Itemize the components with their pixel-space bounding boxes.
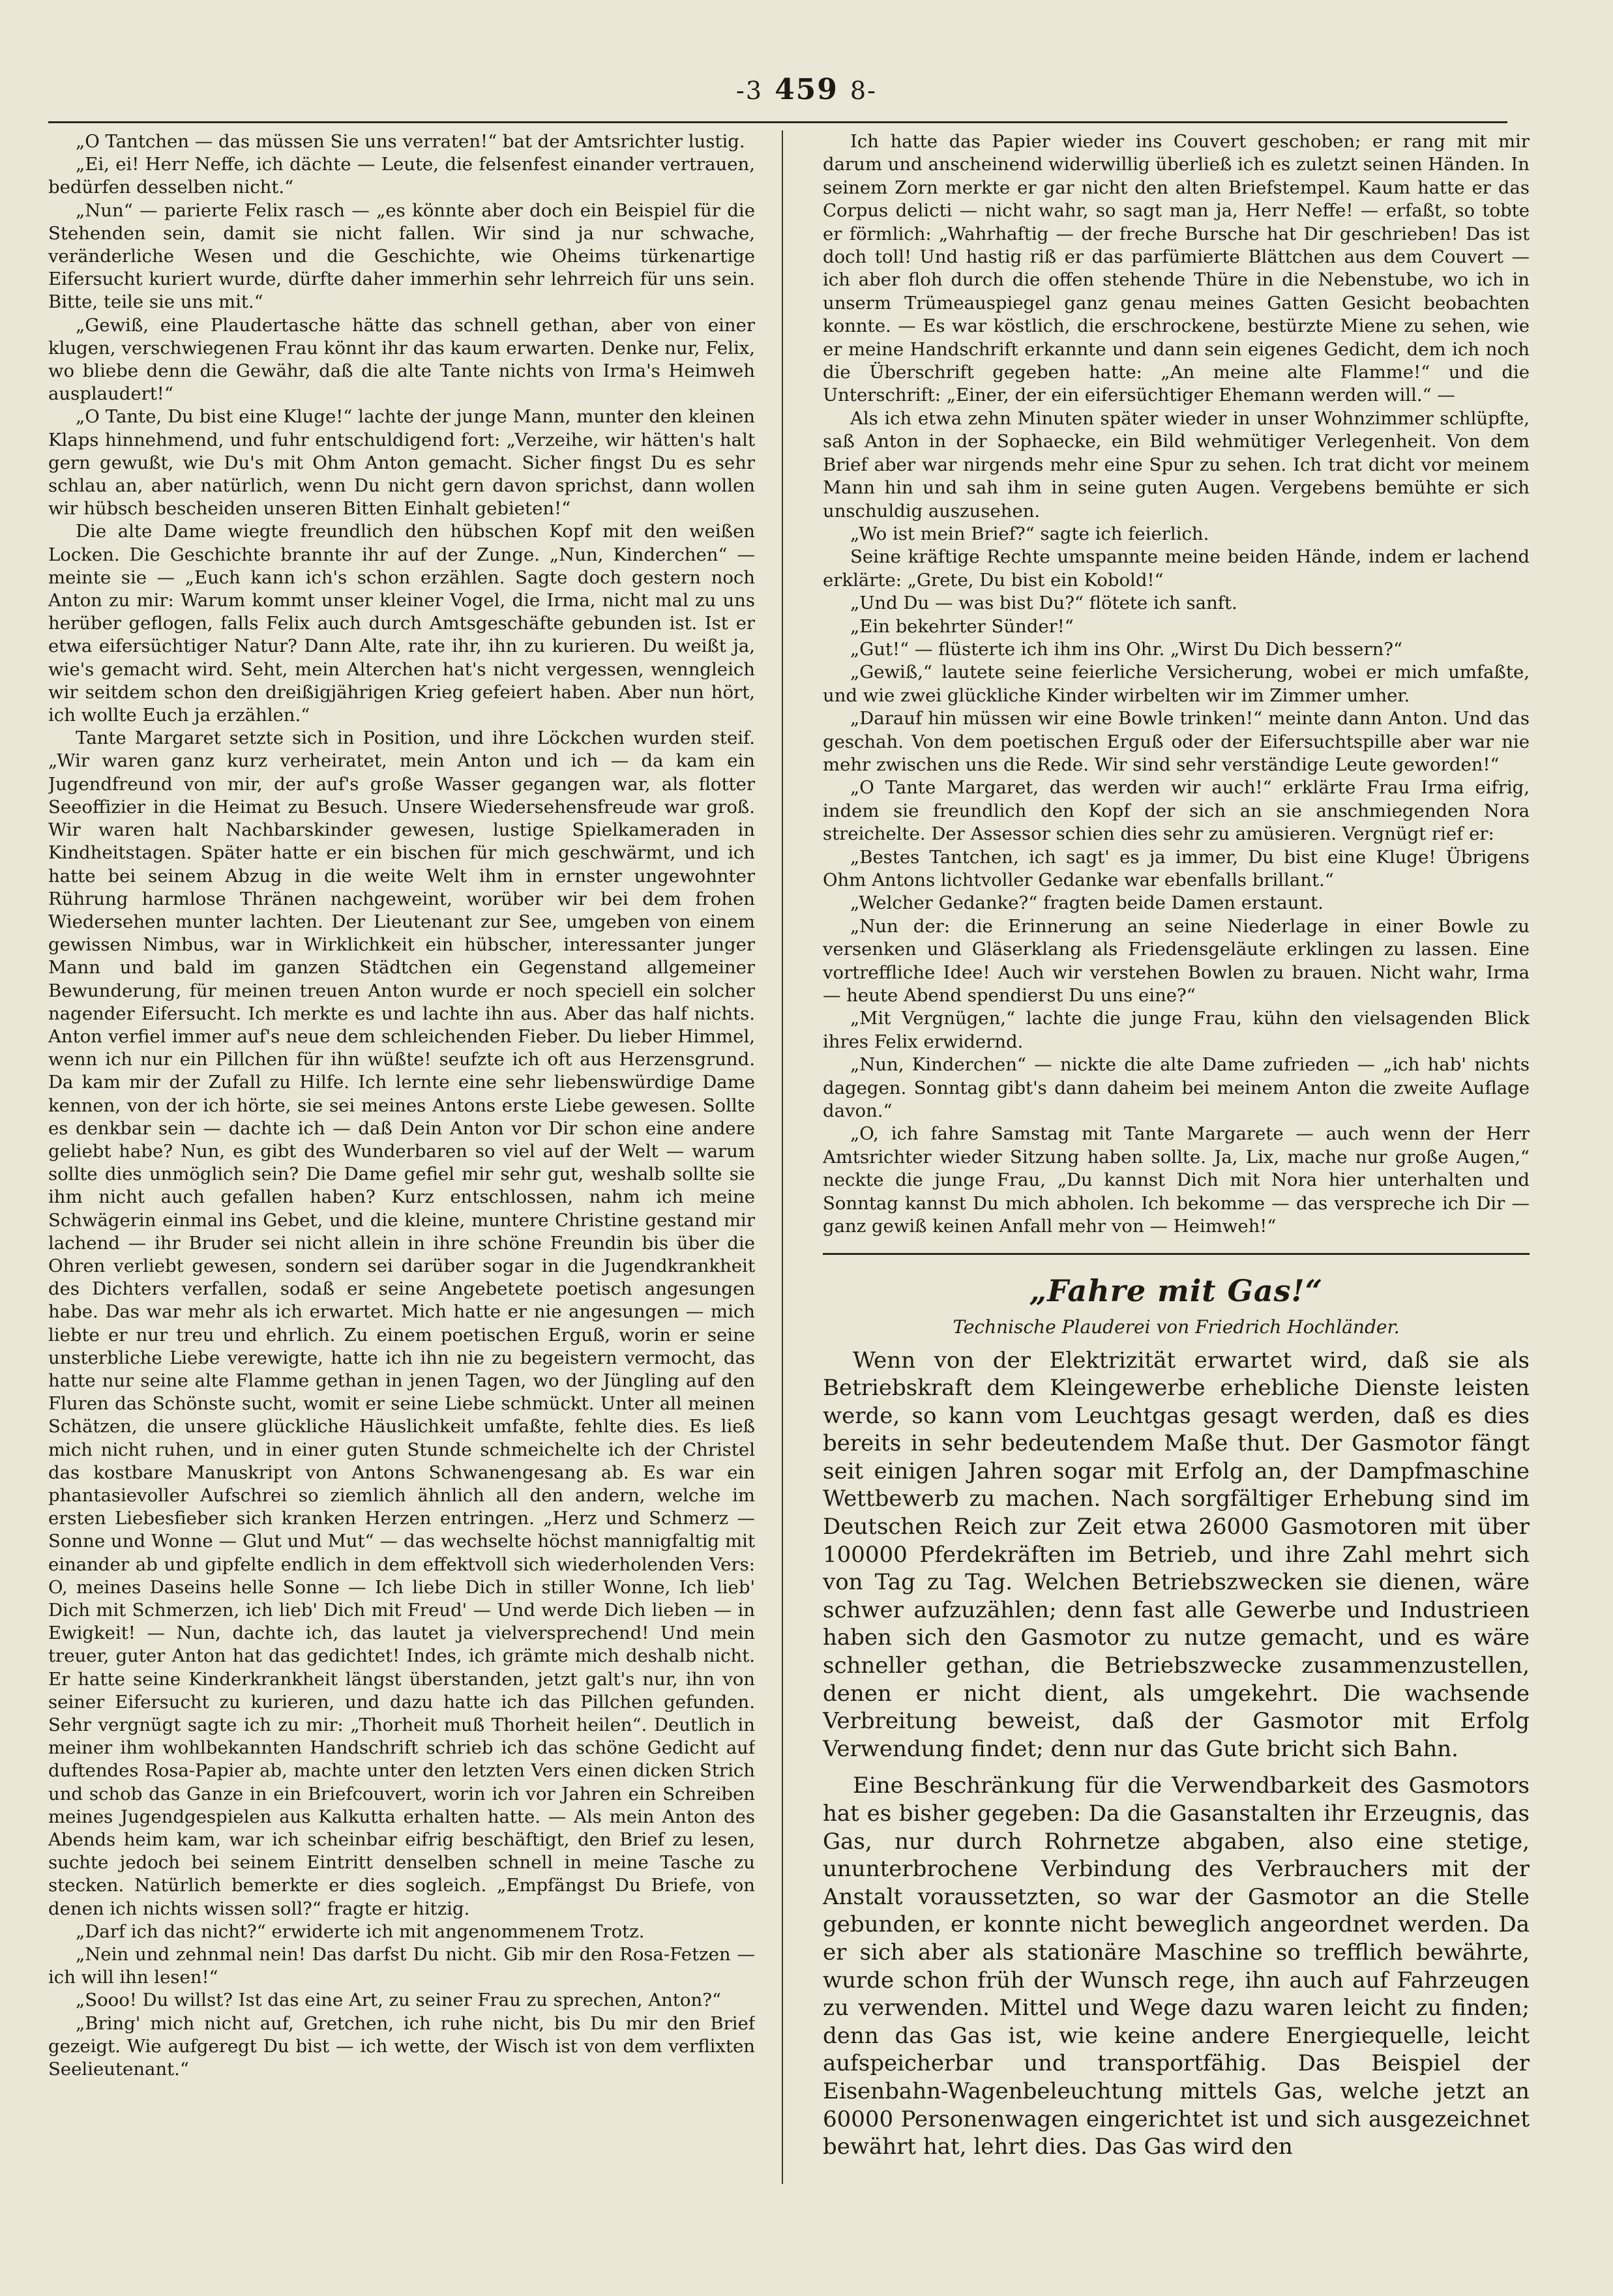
paragraph: „O Tantchen — das müssen Sie uns verraten!“ bat der Amtsrichter lustig. bbox=[76, 131, 745, 152]
paragraph: „Gewiß,“ lautete seine feierliche Versicherung, wobei er mich umfaßte, und wie zwei glückliche Kinder wirbelten wir im Zimmer umher. bbox=[823, 662, 1530, 706]
paragraph: „Welcher Gedanke?“ fragten beide Damen erstaunt. bbox=[850, 892, 1324, 914]
right-column bbox=[823, 130, 1530, 2203]
paragraph: „Mit Vergnügen,“ lachte die junge Frau, kühn den vielsagenden Blick ihres Felix erwidernd. bbox=[823, 1008, 1530, 1052]
paragraph: „Sooo! Du willst? Ist das eine Art, zu seiner Frau zu sprechen, Anton?“ bbox=[76, 1990, 721, 2011]
section-divider bbox=[823, 1253, 1530, 1255]
page-number bbox=[0, 73, 1613, 106]
paragraph: „Ei, ei! Herr Neffe, ich dächte — Leute, die felsenfest einander vertrauen, bedürfen desselben nicht.“ bbox=[48, 154, 755, 198]
column-separator bbox=[782, 130, 783, 2184]
paragraph: „Und Du — was bist Du?“ flötete ich sanft. bbox=[850, 593, 1237, 614]
paragraph: „Nein und zehnmal nein! Das darfst Du nicht. Gib mir den Rosa-Fetzen — ich will ihn lesen!“ bbox=[48, 1944, 755, 1988]
story-continuation bbox=[823, 130, 1530, 1239]
paragraph: „Nun, Kinderchen“ — nickte die alte Dame zufrieden — „ich hab' nichts dagegen. Sonntag gibt's dann daheim bei meinem Anton die zweite Auflage davon.“ bbox=[823, 1054, 1530, 1122]
paragraph: „Gewiß, eine Plaudertasche hätte das schnell gethan, aber von einer klugen, verschwiegenen Frau könnt ihr das kaum erwarten. Denke nur, Felix, wo bliebe denn die Gewähr, daß die alte Tante nichts von Irma's Heimweh ausplaudert!“ bbox=[48, 314, 755, 405]
paragraph: „Nun der: die Erinnerung an seine Niederlage in einer Bowle zu versenken und Gläserklang als Friedensgeläute erklingen zu lassen. Eine vortreffliche Idee! Auch wir verstehen Bowlen zu brauen. Nicht wahr, Irma — heute Abend spendierst Du uns eine?“ bbox=[823, 915, 1530, 1007]
paragraph: Als ich etwa zehn Minuten später wieder in unser Wohnzimmer schlüpfte, saß Anton in der Sophaecke, ein Bild wehmütiger Verlegenheit. Von dem Brief aber war nirgends mehr eine Spur zu sehen. Ich trat dicht vor meinem Mann hin und sah ihm in seine guten Augen. Vergebens bemühte er sich unschuldig auszusehen. bbox=[823, 407, 1530, 522]
article-paragraph: Wenn von der Elektrizität erwartet wird, daß sie als Betriebskraft dem Kleingewerbe erhebliche Dienste leisten werde, so kann vom Leuchtgas gesagt werden, daß es dies bereits in sehr bedeutendem Maße thut. Der Gasmotor fängt seit einigen Jahren sogar mit Erfolg an, der Dampfmaschine Wettbewerb zu machen. Nach sorgfältiger Erhebung sind im Deutschen Reich zur Zeit etwa 26000 Gasmotoren mit über 100000 Pferdekräften im Betrieb, und ihre Zahl mehrt sich von Tag zu Tag. Welchen Betriebszwecken sie dienen, wäre schwer aufzuzählen; denn fast alle Gewerbe und Industrieen haben sich den Gasmotor zu nutze gemacht, und es wäre schneller gethan, die Betriebszwecke zusammenzustellen, denen er nicht dient, als umgekehrt. Die wachsende Verbreitung beweist, daß der Gasmotor mit Erfolg Verwendung findet; denn nur das Gute bricht sich Bahn. bbox=[823, 1347, 1530, 1762]
paragraph: „O Tante Margaret, das werden wir auch!“ erklärte Frau Irma eifrig, indem sie freundlich den Kopf der sich an sie anschmiegenden Nora streichelte. Der Assessor schien dies sehr zu amüsieren. Vergnügt rief er: bbox=[823, 777, 1530, 845]
article bbox=[823, 1273, 1530, 2161]
paragraph: „O, ich fahre Samstag mit Tante Margarete — auch wenn der Herr Amtsrichter wieder Sitzung haben sollte. Ja, Lix, mache nur große Augen,“ neckte die junge Frau, „Du kannst Dich mit Nora hier unterhalten und Sonntag kannst Du mich abholen. Ich bekomme — das verspreche ich Dir — ganz gewiß keinen Anfall mehr von — Heimweh!“ bbox=[823, 1123, 1530, 1237]
paragraph: „Wo ist mein Brief?“ sagte ich feierlich. bbox=[850, 523, 1209, 544]
paragraph: „O Tante, Du bist eine Kluge!“ lachte der junge Mann, munter den kleinen Klaps hinnehmend, und fuhr entschuldigend fort: „Verzeihe, wir hätten's halt gern gewußt, wie Du's mit Ohm Anton gemacht. Sicher fingst Du es sehr schlau an, aber natürlich, wenn Du nicht gern davon sprichst, dann wollen wir hübsch bescheiden unseren Bitten Einhalt gebieten!“ bbox=[48, 406, 755, 520]
paragraph: Tante Margaret setzte sich in Position, und ihre Löckchen wurden steif. „Wir waren ganz kurz verheiratet, mein Anton und ich — da kam ein Jugendfreund von mir, der auf's große Wasser gegangen war, als flotter Seeoffizier in die Heimat zu Besuch. Unsere Wiedersehensfreude war groß. Wir waren halt Nachbarskinder gewesen, lustige Spielkameraden in Kindheitstagen. Später hatte er ein bischen für mich geschwärmt, und ich hatte bei seinem Abzug in die weite Welt ihm in ernster ungewohnter Rührung harmlose Thränen nachgeweint, worüber wir bei dem frohen Wiedersehen munter lachten. Der Lieutenant zur See, umgeben von einem gewissen Nimbus, war in Wirklichkeit ein hübscher, interessanter junger Mann und bald im ganzen Städtchen ein Gegenstand allgemeiner Bewunderung, für meinen treuen Anton wurde er noch speciell ein solcher nagender Eifersucht. Ich merkte es und lachte ihn aus. Aber das half nichts. Anton verfiel immer auf's neue dem schleichenden Fieber. Du lieber Himmel, wenn ich nur ein Pillchen für ihn wüßte! seufzte ich oft aus Herzensgrund. Da kam mir der Zufall zu Hilfe. Ich lernte eine sehr liebenswürdige Dame kennen, von der ich hörte, sie sei meines Antons erste Liebe gewesen. Sollte es denkbar sein — dachte ich — daß Dein Anton vor Dir schon eine andere geliebt habe? Nun, es gibt des Wunderbaren so viel auf der Welt — warum sollte dies unmöglich sein? Die Dame gefiel mir sehr gut, weshalb sollte sie ihm nicht auch gefallen haben? Kurz entschlossen, nahm ich meine Schwägerin einmal ins Gebet, und die kleine, muntere Christine gestand mir lachend — ihr Bruder sei nicht allein in ihre schöne Freundin bis über die Ohren verliebt gewesen, sondern sei darüber sogar in die Jugendkrankheit des Dichters verfallen, sodaß er seine Angebetete poetisch angesungen habe. Das war mehr als ich erwartet. Mich hatte er nie angesungen — mich liebte er nur treu und ehrlich. Zu einem poetischen Erguß, worin er seine unsterbliche Liebe verewigte, hatte ich ihn nie zu begeistern vermocht, das hatte nur seine alte Flamme gethan in jenen Tagen, wo der Jüngling auf den Fluren das Schönste sucht, womit er seine Liebe schmückt. Unter all meinen Schätzen, die unsere glückliche Häuslichkeit umfaßte, fehlte dies. Es ließ mich nicht ruhen, und in einer guten Stunde schmeichelte ich der Christel das kostbare Manuskript von Antons Schwanengesang ab. Es war ein phantasievoller Aufschrei so ziemlich ähnlich all den andern, welche im ersten Liebesfieber sich kranken Herzen entringen. „Herz und Schmerz — Sonne und Wonne — Glut und Mut“ — das wechselte höchst mannigfaltig mit einander ab und gipfelte endlich in dem effektvoll sich wiederholenden Vers: O, meines Daseins helle Sonne — Ich liebe Dich in stiller Wonne, Ich lieb' Dich mit Schmerzen, ich lieb' Dich mit Freud' — Und werde Dich lieben — in Ewigkeit! — Nun, dachte ich, das lautet ja vielversprechend! Und mein treuer, guter Anton hat das gedichtet! Indes, ich grämte mich deshalb nicht. Er hatte seine Kinderkrankheit längst überstanden, jetzt galt's nur, ihn von seiner Eifersucht zu kurieren, und dazu hatte ich das Pillchen gefunden. Sehr vergnügt sagte ich zu mir: „Thorheit muß Thorheit heilen“. Deutlich in meiner ihm wohlbekannten Handschrift schrieb ich das schöne Gedicht auf duftendes Rosa-Papier ab, machte unter den letzten Vers einen dicken Strich und schob das Ganze in ein Briefcouvert, worin ich vor Jahren ein Schreiben meines Jugendgespielen aus Kalkutta erhalten hatte. — Als mein Anton des Abends heim kam, war ich scheinbar eifrig beschäftigt, den Brief zu lesen, suchte jedoch bei seinem Eintritt denselben schnell in meine Tasche zu stecken. Natürlich bemerkte er dies sogleich. „Empfängst Du Briefe, von denen ich nichts wissen soll?“ fragte er hitzig. bbox=[48, 728, 755, 1919]
ornament-left-icon: -3 bbox=[736, 76, 763, 105]
article-paragraph: Eine Beschränkung für die Verwendbarkeit des Gasmotors hat es bisher gegeben: Da die Gasanstalten ihr Erzeugnis, das Gas, nur durch Rohrnetze abgaben, also eine stetige, ununterbrochene Verbindung des Verbrauchers mit der Anstalt voraussetzten, so war der Gasmotor an die Stelle gebunden, er konnte nicht beweglich angeordnet werden. Da er sich aber als stationäre Maschine so trefflich bewährte, wurde schon früh der Wunsch rege, ihn auch auf Fahrzeugen zu verwenden. Mittel und Wege dazu waren leicht zu finden; denn das Gas ist, wie keine andere Energiequelle, leicht aufspeicherbar und transportfähig. Das Beispiel der Eisenbahn-Wagenbeleuchtung mittels Gas, welche jetzt an 60000 Personenwagen eingerichtet ist und sich ausgezeichnet bewährt hat, lehrt dies. Das Gas wird den bbox=[823, 1773, 1530, 2160]
paragraph: „Darf ich das nicht?“ erwiderte ich mit angenommenem Trotz. bbox=[76, 1921, 645, 1942]
paragraph: „Bestes Tantchen, ich sagt' es ja immer, Du bist eine Kluge! Übrigens Ohm Antons lichtvoller Gedanke war ebenfalls brillant.“ bbox=[823, 846, 1530, 890]
header-rule bbox=[48, 121, 1507, 123]
paragraph: „Nun“ — parierte Felix rasch — „es könnte aber doch ein Beispiel für die Stehenden sein, damit sie nicht fallen. Wir sind ja nur schwache, veränderliche Wesen und die Geschichte, wie Oheims türkenartige Eifersucht kuriert wurde, dürfte daher immerhin sehr lehrreich für uns sein. Bitte, teile sie uns mit.“ bbox=[48, 199, 755, 313]
paragraph: Ich hatte das Papier wieder ins Couvert geschoben; er rang mit mir darum und anscheinend widerwillig überließ ich es zuletzt seinen Händen. In seinem Zorn merkte er gar nicht den alten Briefstempel. Kaum hatte er das Corpus delicti — nicht wahr, so sagt man ja, Herr Neffe! — erfaßt, so tobte er förmlich: „Wahrhaftig — der freche Bursche hat Dir geschrieben! Das ist doch toll! Und hastig riß er das parfümierte Blättchen aus dem Couvert — ich aber floh durch die offen stehende Thüre in die Nebenstube, wo ich in unserm Trümeauspiegel ganz genau meines Gatten Gesicht beobachten konnte. — Es war köstlich, die erschrockene, bestürzte Miene zu sehen, wie er meine Handschrift erkannte und dann sein eigenes Gedicht, dem ich noch die Überschrift gegeben hatte: „An meine alte Flamme!“ und die Unterschrift: „Einer, der ein eifersüchtiger Ehemann werden will.“ — bbox=[823, 131, 1530, 406]
paragraph: „Gut!“ — flüsterte ich ihm ins Ohr. „Wirst Du Dich bessern?“ bbox=[850, 638, 1403, 660]
page-number-value: 459 bbox=[775, 73, 838, 106]
ornament-right-icon: 8- bbox=[850, 76, 877, 105]
paragraph: Die alte Dame wiegte freundlich den hübschen Kopf mit den weißen Locken. Die Geschichte brannte ihr auf der Zunge. „Nun, Kinderchen“ — meinte sie — „Euch kann ich's schon erzählen. Sagte doch gestern noch Anton zu mir: Warum kommt unser kleiner Vogel, die Irma, nicht mal zu uns herüber geflogen, falls Felix auch durch Amtsgeschäfte gebunden ist. Ist er etwa eifersüchtiger Natur? Dann Alte, rate ihr, ihn zu kurieren. Du weißt ja, wie's gemacht wird. Seht, mein Alterchen hat's nicht vergessen, wenngleich wir seitdem schon den dreißigjährigen Krieg gefeiert haben. Aber nun hört, ich wollte Euch ja erzählen.“ bbox=[48, 521, 755, 726]
paragraph: Seine kräftige Rechte umspannte meine beiden Hände, indem er lachend erklärte: „Grete, Du bist ein Kobold!“ bbox=[823, 546, 1530, 591]
paragraph: „Bring' mich nicht auf, Gretchen, ich ruhe nicht, bis Du mir den Brief gezeigt. Wie aufgeregt Du bist — ich wette, der Wisch ist von dem verflixten Seelieutenant.“ bbox=[48, 2012, 755, 2080]
left-column bbox=[48, 130, 755, 2203]
paragraph: „Ein bekehrter Sünder!“ bbox=[850, 615, 1074, 637]
paragraph: „Darauf hin müssen wir eine Bowle trinken!“ meinte dann Anton. Und das geschah. Von dem poetischen Erguß oder der Eifersuchtspille aber war nie mehr zwischen uns die Rede. Wir sind sehr verständige Leute geworden!“ bbox=[823, 708, 1530, 775]
article-title: „Fahre mit Gas!“ bbox=[1029, 1273, 1324, 1308]
article-subtitle: Technische Plauderei von Friedrich Hochländer. bbox=[953, 1316, 1400, 1338]
